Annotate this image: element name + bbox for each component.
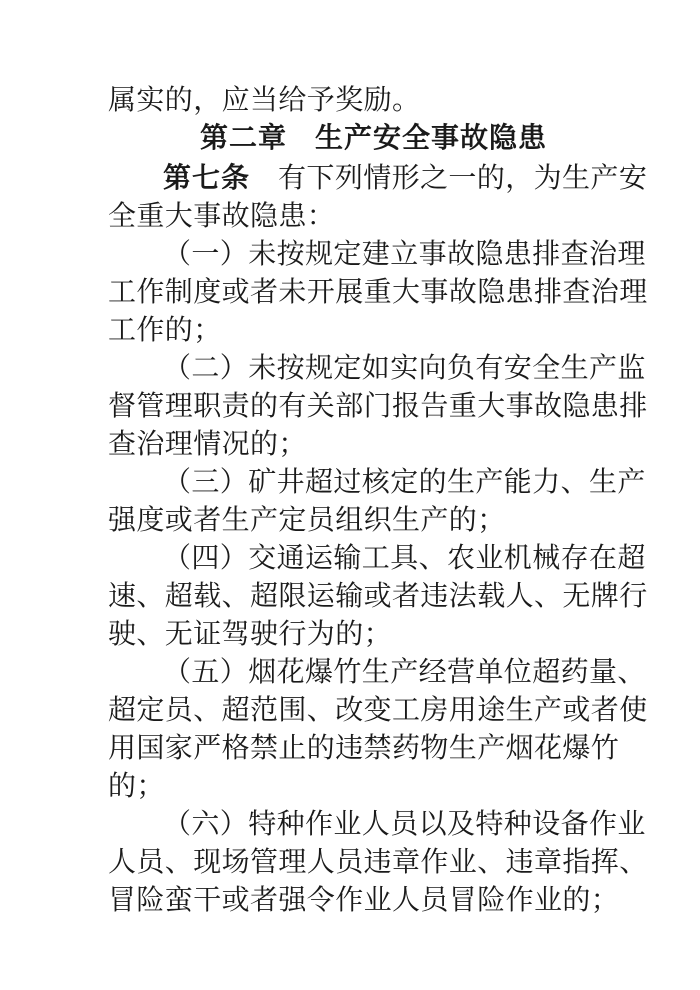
text-line: 属实的，应当给予奖励。 — [108, 83, 421, 116]
chapter-number: 第二章 — [200, 121, 288, 154]
text-line: 驶、无证驾驶行为的； — [108, 617, 393, 650]
article-line — [163, 160, 663, 196]
text-line: 冒险蛮干或者强令作业人员冒险作业的； — [108, 883, 620, 916]
chapter-title: 生产安全事故隐患 — [315, 121, 548, 154]
text-line: 工作的； — [108, 313, 222, 346]
text-line: 人员、现场管理人员违章作业、违章指挥、 — [108, 845, 648, 878]
article-number: 第七条 — [163, 161, 251, 194]
item-line: （三）矿井超过核定的生产能力、生产 — [163, 465, 646, 498]
text-line: 强度或者生产定员组织生产的； — [108, 503, 506, 536]
text-line: 速、超载、超限运输或者违法载人、无牌行 — [108, 579, 648, 612]
text-line: 工作制度或者未开展重大事故隐患排查治理 — [108, 275, 648, 308]
text-line: 查治理情况的； — [108, 427, 307, 460]
item-line: （二）未按规定如实向负有安全生产监 — [163, 351, 646, 384]
item-line: （六）特种作业人员以及特种设备作业 — [163, 807, 646, 840]
chapter-heading — [200, 120, 700, 156]
item-line: （一）未按规定建立事故隐患排查治理 — [163, 237, 646, 270]
text-line: 超定员、超范围、改变工房用途生产或者使 — [108, 693, 648, 726]
text-line: 全重大事故隐患： — [108, 199, 336, 232]
text-line: 督管理职责的有关部门报告重大事故隐患排 — [108, 389, 648, 422]
text-line: 用国家严格禁止的违禁药物生产烟花爆竹 — [108, 731, 620, 764]
text-line: 的； — [108, 769, 165, 802]
article-text: 有下列情形之一的，为生产安 — [278, 161, 648, 194]
item-line: （五）烟花爆竹生产经营单位超药量、 — [163, 655, 646, 688]
item-line: （四）交通运输工具、农业机械存在超 — [163, 541, 646, 574]
